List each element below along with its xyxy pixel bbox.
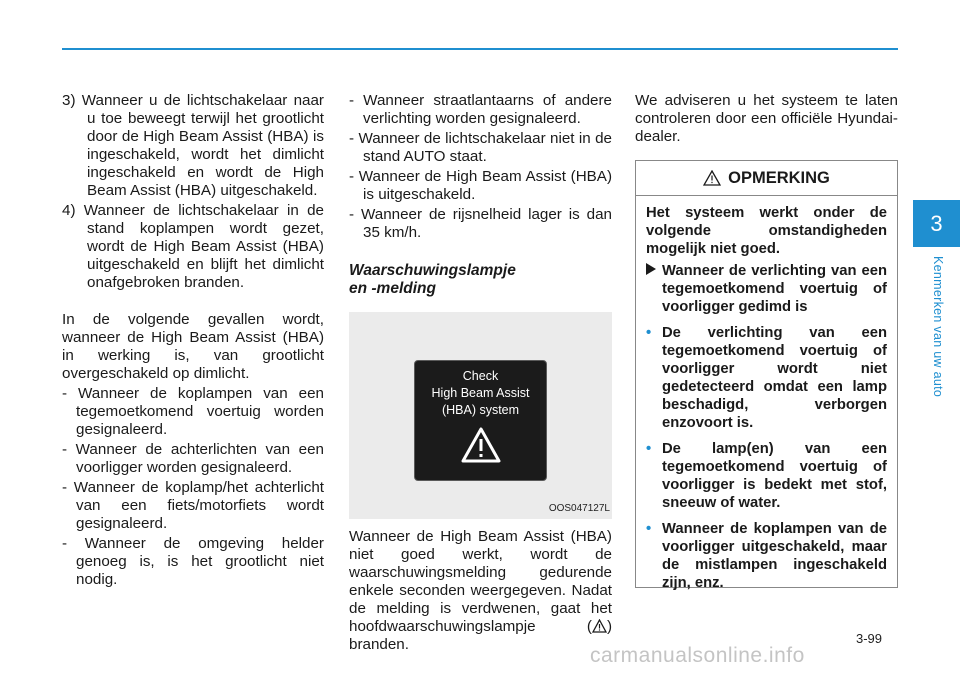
- section-heading: [349, 262, 612, 298]
- display-line-2: High Beam Assist: [431, 386, 530, 400]
- note-arrow-item: [646, 262, 887, 316]
- note-title-text: OPMERKING: [728, 169, 830, 187]
- note-body: [636, 196, 897, 592]
- note-arrow-text: Wanneer de verlichting van een tegemoetkomend voertuig of voorligger gedimd is: [662, 263, 887, 315]
- warning-icon: [592, 619, 607, 633]
- warning-paragraph: [349, 528, 612, 654]
- heading-line-1: Waarschuwingslampje: [349, 262, 516, 279]
- advice-paragraph: We adviseren u het systeem te laten controleren door een officiële Hyundai-dealer.: [635, 92, 898, 145]
- note-title: [636, 161, 897, 196]
- list-item: - Wanneer de achterlichten van een voorligger worden gesignaleerd.: [62, 441, 324, 476]
- note-bullet-text: Wanneer de koplampen van de voorligger uitgeschakeld, maar de mistlampen ingeschakeld zijn, enz.: [662, 521, 887, 591]
- note-bullet-text: De verlichting van een tegemoetkomend voertuig of voorligger wordt niet gedetecteerd omdat een lamp beschadigd, verborgen enzovoort is.: [662, 325, 887, 431]
- display-line-1: Check: [462, 369, 499, 383]
- warning-icon: [703, 170, 721, 186]
- column-2: [349, 92, 612, 654]
- list-item: - Wanneer de lichtschakelaar niet in de stand AUTO staat.: [349, 130, 612, 165]
- list-item: - Wanneer de koplampen van een tegemoetkomend voertuig worden gesignaleerd.: [62, 385, 324, 438]
- bullet-icon: •: [646, 521, 652, 537]
- chapter-label: Kenmerken van uw auto: [931, 256, 945, 398]
- watermark: carmanualsonline.info: [590, 644, 805, 667]
- figure-code: OOS047127L: [548, 503, 610, 514]
- heading-line-2: en -melding: [349, 280, 436, 297]
- list-item: - Wanneer de omgeving helder genoeg is, is het grootlicht niet nodig.: [62, 535, 324, 588]
- bullet-icon: •: [646, 441, 652, 457]
- note-intro: Het systeem werkt onder de volgende omstandigheden mogelijk niet goed.: [646, 205, 887, 257]
- warning-text-start: Wanneer de High Beam Assist (HBA) niet goed werkt, wordt de waarschuwingsmelding gedurende enkele seconden weergegeven. Nadat de melding is verdwenen, gaat het hoofdwaarschuwingslampje (: [349, 528, 612, 635]
- bullet-icon: •: [646, 325, 652, 341]
- intro-paragraph: In de volgende gevallen wordt, wanneer de High Beam Assist (HBA) in werking is, van grootlicht overgeschakeld op dimlicht.: [62, 311, 324, 382]
- column-3: [635, 92, 898, 591]
- note-bullet: [646, 440, 887, 512]
- warning-display-figure: [349, 312, 612, 519]
- note-bullet-text: De lamp(en) van een tegemoetkomend voertuig of voorligger is bedekt met stof, sneeuw of water.: [662, 441, 887, 511]
- list-item: - Wanneer de koplamp/het achterlicht van een fiets/motorfiets wordt gesignaleerd.: [62, 479, 324, 532]
- arrow-right-icon: [646, 263, 656, 275]
- warning-triangle-icon: [461, 427, 501, 463]
- cluster-display: [414, 360, 547, 481]
- list-item: - Wanneer straatlantaarns of andere verlichting worden gesignaleerd.: [349, 92, 612, 127]
- list-item: - Wanneer de High Beam Assist (HBA) is uitgeschakeld.: [349, 168, 612, 203]
- header-rule: [62, 48, 898, 50]
- warning-text-end: ) branden.: [349, 618, 612, 653]
- list-item: - Wanneer de rijsnelheid lager is dan 35 km/h.: [349, 206, 612, 241]
- note-bullet: [646, 520, 887, 592]
- note-box: [635, 160, 898, 591]
- column-1: [62, 92, 324, 589]
- step-3: 3) Wanneer u de lichtschakelaar naar u toe beweegt terwijl het grootlicht door de High Beam Assist (HBA) is ingeschakeld, wordt het dimlicht ingeschakeld en wordt de High Beam Assist (HBA) uitgeschakeld.: [62, 92, 324, 199]
- page-number: 3-99: [856, 631, 883, 646]
- display-line-3: (HBA) system: [441, 403, 520, 417]
- chapter-tab: 3: [913, 200, 960, 247]
- step-4: 4) Wanneer de lichtschakelaar in de stand koplampen wordt gezet, wordt de High Beam Assist (HBA) uitgeschakeld en blijft het dimlicht onafgebroken branden.: [62, 202, 324, 291]
- note-bullet: [646, 324, 887, 432]
